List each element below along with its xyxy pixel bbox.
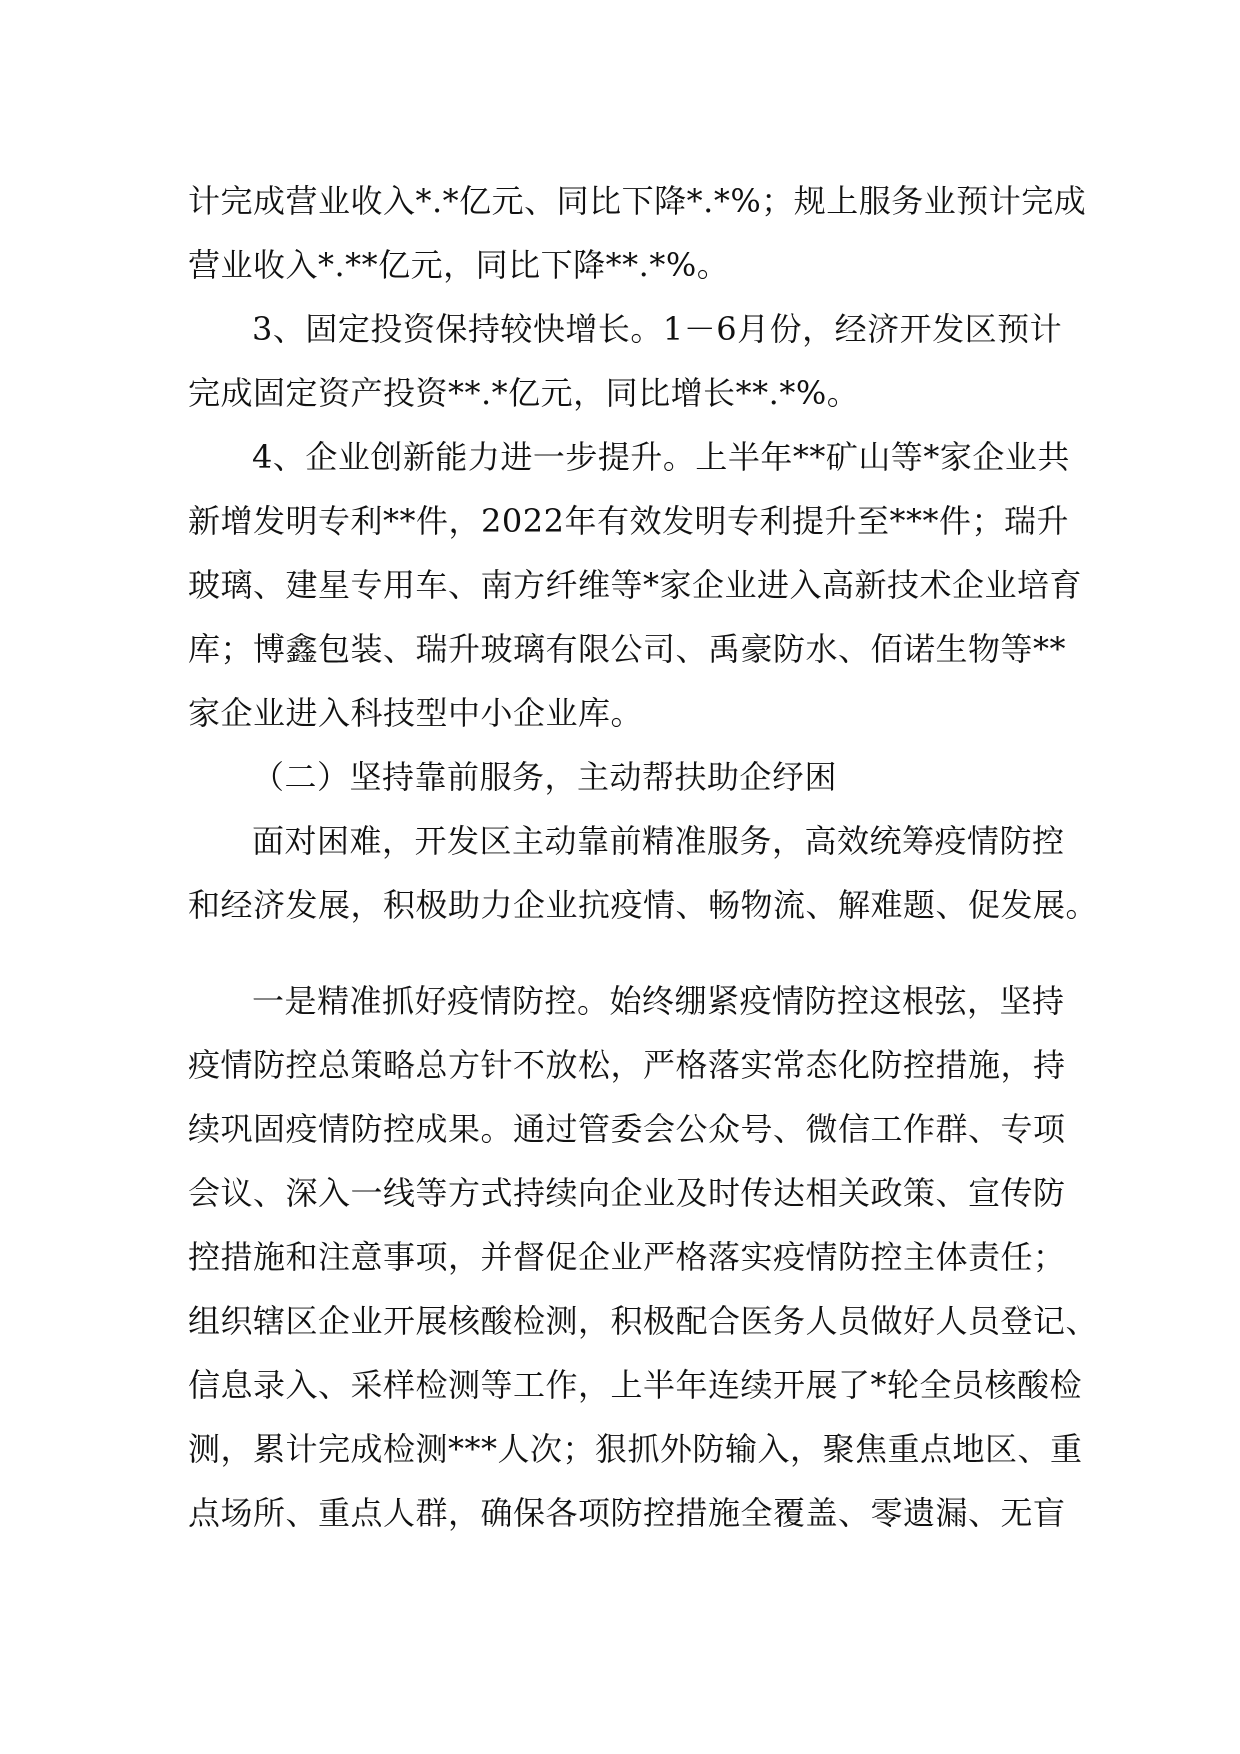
text-line-13: 一是精准抓好疫情防控。始终绷紧疫情防控这根弦，坚持 [252, 982, 1065, 1020]
text-line-4: 完成固定资产投资**.*亿元，同比增长**.*%。 [188, 374, 860, 412]
text-line-5: 4、企业创新能力进一步提升。上半年**矿山等*家企业共 [252, 438, 1070, 476]
text-line-1: 计完成营业收入*.*亿元、同比下降*.*%；规上服务业预计完成 [188, 182, 1087, 220]
text-line-9: 家企业进入科技型中小企业库。 [188, 694, 644, 732]
text-line-7: 玻璃、建星专用车、南方纤维等*家企业进入高新技术企业培育 [188, 566, 1083, 604]
text-line-16: 会议、深入一线等方式持续向企业及时传达相关政策、宣传防 [188, 1174, 1066, 1212]
text-line-6: 新增发明专利**件，2022年有效发明专利提升至***件；瑞升 [188, 502, 1069, 540]
text-line-14: 疫情防控总策略总方针不放松，严格落实常态化防控措施，持 [188, 1046, 1066, 1084]
text-line-18: 组织辖区企业开展核酸检测，积极配合医务人员做好人员登记、 [188, 1302, 1099, 1340]
text-line-19: 信息录入、采样检测等工作，上半年连续开展了*轮全员核酸检 [188, 1366, 1083, 1404]
section-heading: （二）坚持靠前服务，主动帮扶助企纾困 [252, 758, 838, 796]
text-line-21: 点场所、重点人群，确保各项防控措施全覆盖、零遗漏、无盲 [188, 1494, 1066, 1532]
text-line-8: 库；博鑫包装、瑞升玻璃有限公司、禹豪防水、佰诺生物等** [188, 630, 1067, 668]
text-line-11: 面对困难，开发区主动靠前精准服务，高效统筹疫情防控 [252, 822, 1065, 860]
text-line-20: 测，累计完成检测***人次；狠抓外防输入，聚焦重点地区、重 [188, 1430, 1083, 1468]
text-line-12: 和经济发展，积极助力企业抗疫情、畅物流、解难题、促发展。 [188, 886, 1099, 924]
text-line-3: 3、固定投资保持较快增长。1－6月份，经济开发区预计 [252, 310, 1063, 348]
text-line-15: 续巩固疫情防控成果。通过管委会公众号、微信工作群、专项 [188, 1110, 1066, 1148]
text-line-17: 控措施和注意事项，并督促企业严格落实疫情防控主体责任； [188, 1238, 1066, 1276]
text-line-2: 营业收入*.**亿元，同比下降**.*%。 [188, 246, 730, 284]
